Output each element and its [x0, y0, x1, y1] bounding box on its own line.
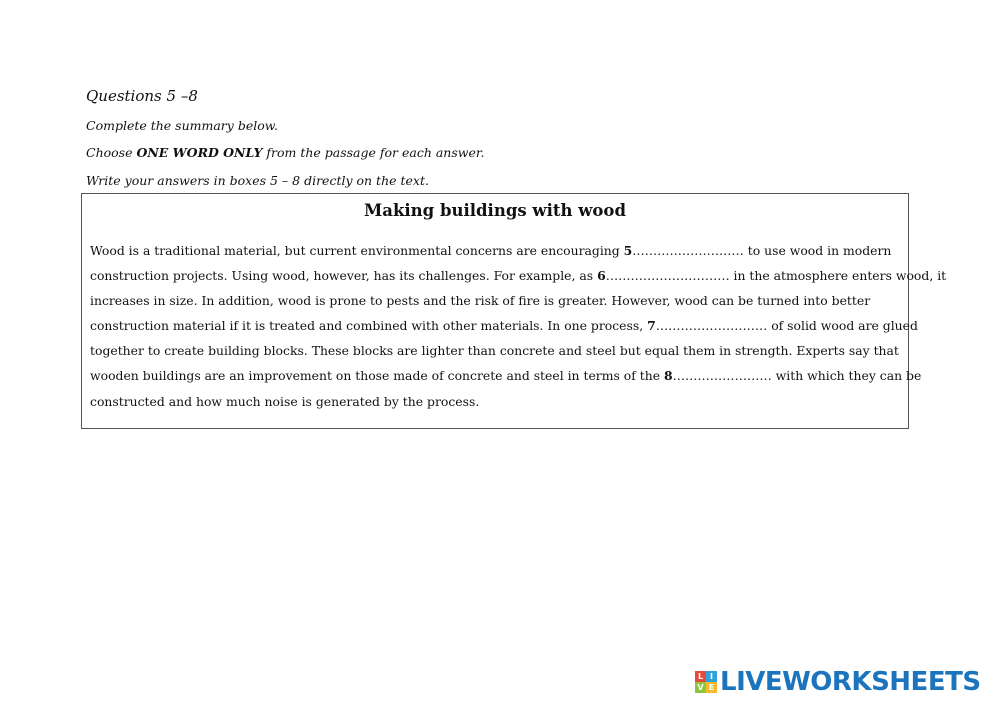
questions-title: Questions 5 –8: [86, 87, 198, 105]
summary-line-2: [90, 263, 947, 288]
instruction-write: Write your answers in boxes 5 – 8 directly on the text.: [86, 173, 429, 188]
liveworksheets-logo-icon: [695, 671, 717, 693]
summary-line-7: constructed and how much noise is generated by the process.: [90, 393, 480, 409]
logo-mark-letter: V: [695, 682, 706, 693]
instruction-choose: [86, 145, 484, 160]
summary-text-segment: in the atmosphere enters wood, it: [729, 268, 947, 284]
summary-line-4: [90, 313, 918, 338]
instruction-complete: Complete the summary below.: [86, 118, 278, 133]
instruction-choose-bold: ONE WORD ONLY: [136, 145, 263, 160]
answer-gap-5[interactable]: ………………………: [632, 243, 744, 258]
answer-gap-6[interactable]: …………………………: [605, 268, 730, 284]
summary-text-segment: of solid wood are glued: [767, 318, 918, 334]
gap-number-8: 8: [663, 368, 673, 384]
instruction-choose-post: from the passage for each answer.: [262, 145, 485, 160]
answer-gap-8[interactable]: ……………………: [672, 368, 772, 384]
summary-line-6: [90, 363, 922, 388]
summary-text-segment: Wood is a traditional material, but current environmental concerns are encouraging: [90, 243, 624, 258]
summary-text-segment: construction material if it is treated and combined with other materials. In one process,: [90, 318, 648, 334]
logo-mark-letter: L: [695, 671, 706, 682]
summary-box: [81, 193, 947, 429]
liveworksheets-logo[interactable]: [695, 667, 981, 697]
gap-number-6: 6: [597, 268, 606, 284]
logo-mark-letter: I: [706, 671, 717, 682]
summary-text: [90, 238, 947, 414]
summary-title: Making buildings with wood: [364, 201, 626, 220]
summary-line-1: [90, 238, 902, 263]
summary-text-segment: to use wood in modern: [743, 243, 892, 258]
summary-text-segment: with which they can be: [771, 368, 922, 384]
summary-text-segment: construction projects. Using wood, however, has its challenges. For example, as: [90, 268, 598, 284]
answer-gap-7[interactable]: ………………………: [655, 318, 768, 334]
instruction-choose-pre: Choose: [86, 145, 137, 160]
gap-number-5: 5: [623, 243, 633, 258]
gap-number-7: 7: [647, 318, 656, 334]
summary-line-5: together to create building blocks. These blocks are lighter than concrete and steel but equal them in strength. Experts say that: [90, 343, 899, 359]
summary-line-3: increases in size. In addition, wood is prone to pests and the risk of fire is greater. However, wood can be turned into better: [90, 293, 871, 309]
summary-text-segment: wooden buildings are an improvement on those made of concrete and steel in terms of the: [90, 368, 664, 384]
logo-mark-letter: E: [706, 682, 717, 693]
liveworksheets-logo-text: LIVEWORKSHEETS: [720, 667, 981, 697]
